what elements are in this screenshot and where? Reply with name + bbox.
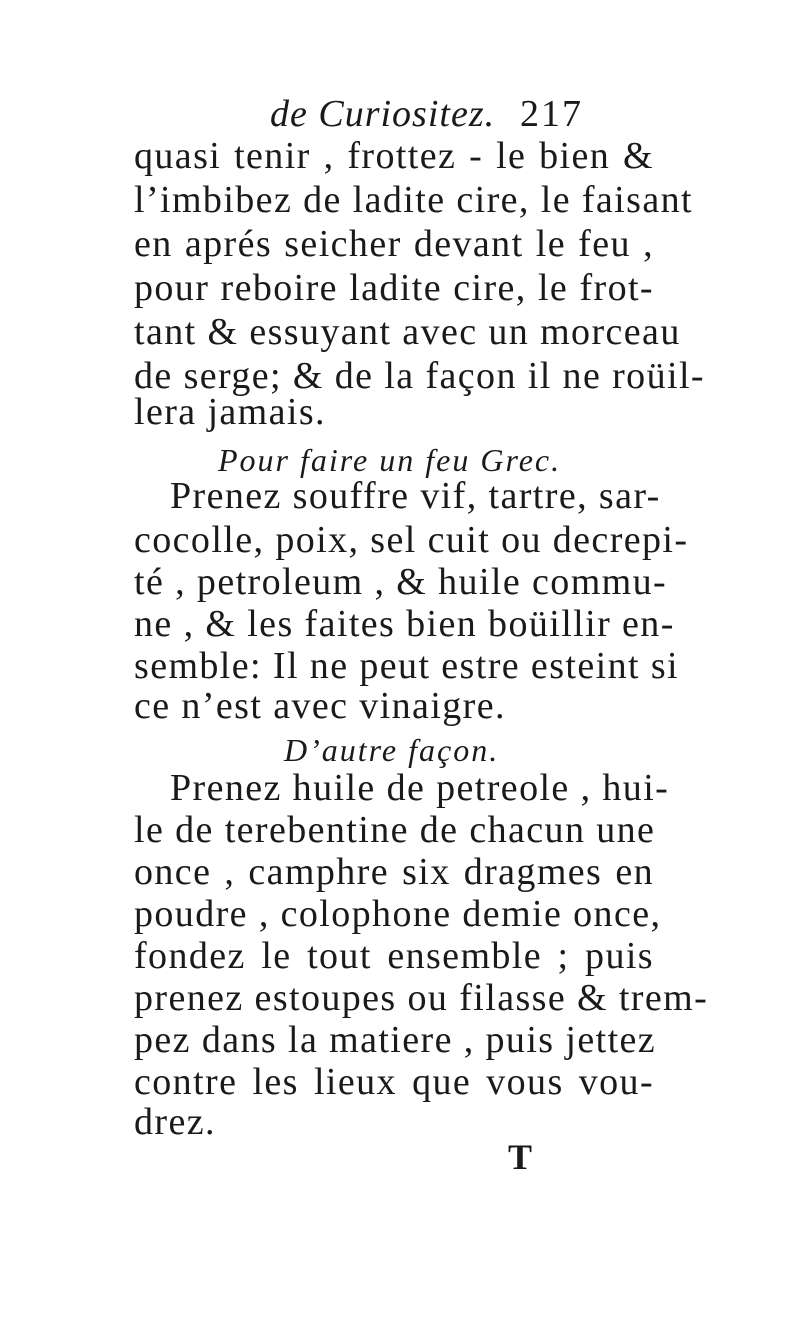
text-line: l’imbibez de ladite cire, le faisant <box>134 179 693 221</box>
text-line: pour reboire ladite cire, le frot- <box>134 267 654 309</box>
text-line: prenez estoupes ou filasse & trem- <box>134 977 709 1019</box>
text-line: en aprés seicher devant le feu , <box>134 223 654 265</box>
text-line: ce n’est avec vinaigre. <box>134 685 506 727</box>
text-line: cocolle, poix, sel cuit ou decrepi- <box>134 519 689 561</box>
signature-mark: T <box>508 1137 534 1177</box>
text-line: de serge; & de la façon il ne roüil- <box>134 355 705 397</box>
section-heading: Pour faire un feu Grec. <box>218 442 562 478</box>
text-line: Prenez huile de petreole , hui- <box>170 767 670 809</box>
text-line: Prenez souffre vif, tartre, sar- <box>170 475 661 517</box>
page-number: 217 <box>520 93 583 135</box>
running-head-title: de Curiositez. <box>270 93 496 135</box>
text-line: contre les lieux que vous vou- <box>134 1061 654 1103</box>
text-line: semble: Il ne peut estre esteint si <box>134 645 679 687</box>
text-line: fondez le tout ensemble ; puis <box>134 935 654 977</box>
text-line: once , camphre six dragmes en <box>134 851 654 893</box>
text-line: poudre , colophone demie once, <box>134 893 662 935</box>
text-line: tant & essuyant avec un morceau <box>134 311 681 353</box>
text-line: ne , & les faites bien boüillir en- <box>134 603 675 645</box>
running-head <box>270 92 670 140</box>
text-line: quasi tenir , frottez - le bien & <box>134 135 654 177</box>
text-line: drez. <box>134 1101 216 1143</box>
text-line: té , petroleum , & huile commu- <box>134 561 668 603</box>
text-line: pez dans la matiere , puis jettez <box>134 1019 657 1061</box>
text-line: le de terebentine de chacun une <box>134 809 656 851</box>
text-line: lera jamais. <box>134 391 326 433</box>
section-heading: D’autre façon. <box>284 732 500 768</box>
